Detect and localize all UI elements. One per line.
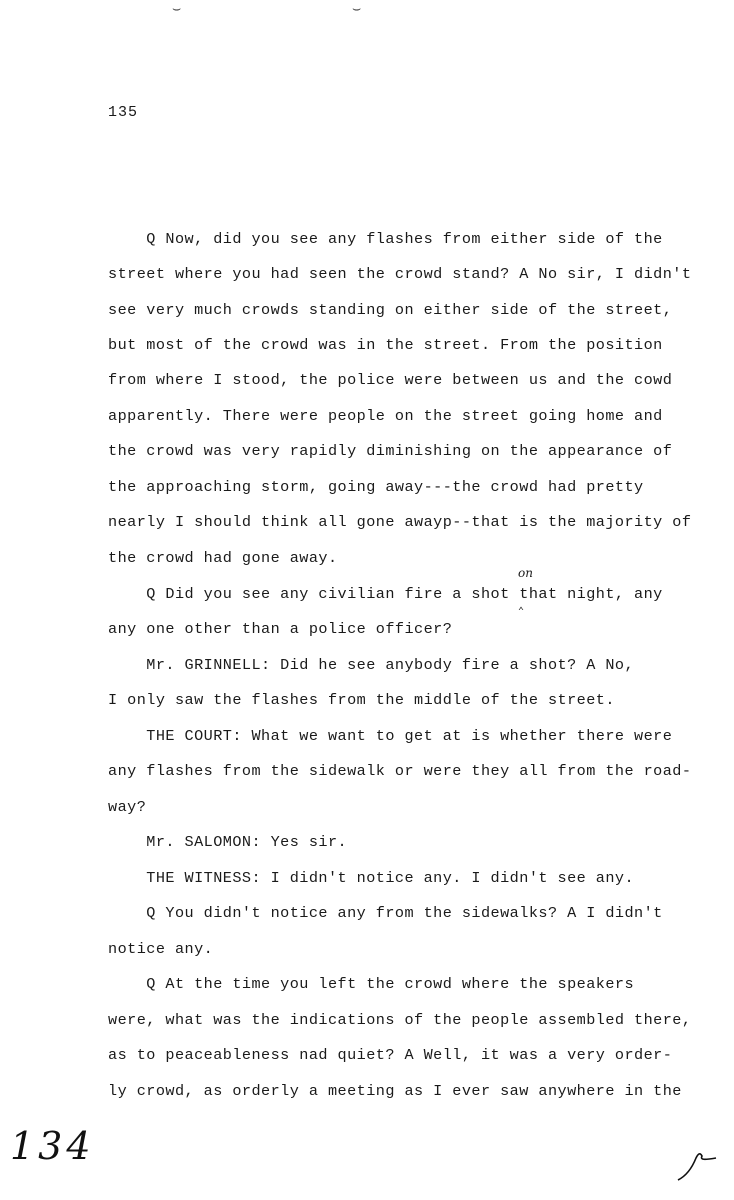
text-line: nearly I should think all gone awayp--that is the majority of	[108, 513, 692, 531]
text-line: but most of the crowd was in the street. From the position	[108, 336, 663, 354]
text-line: street where you had seen the crowd stand? A No sir, I didn't	[108, 265, 692, 283]
punch-hole-mark-left: ⌣	[172, 2, 182, 18]
signature-mark	[676, 1146, 720, 1184]
text-line: way?	[108, 798, 147, 816]
text-line: were, what was the indications of the people assembled there,	[108, 1011, 692, 1029]
text-line: THE WITNESS: I didn't notice any. I didn't see any.	[108, 869, 635, 887]
text-line: Q You didn't notice any from the sidewalks? A I didn't	[108, 904, 663, 922]
text-line: see very much crowds standing on either side of the street,	[108, 301, 673, 319]
text-line: any one other than a police officer?	[108, 620, 453, 638]
handwritten-insertion: on	[518, 566, 533, 580]
text-line: the crowd was very rapidly diminishing on the appearance of	[108, 442, 673, 460]
text-line: Q Now, did you see any flashes from either side of the	[108, 230, 663, 248]
text-line: the approaching storm, going away---the crowd had pretty	[108, 478, 644, 496]
text-line: Q At the time you left the crowd where the speakers	[108, 975, 635, 993]
text-line: notice any.	[108, 940, 214, 958]
text-line: Q Did you see any civilian fire a shot that night, any	[108, 585, 663, 603]
page-number: 135	[108, 104, 139, 121]
text-line: Mr. SALOMON: Yes sir.	[108, 833, 348, 851]
text-line: I only saw the flashes from the middle of the street.	[108, 691, 615, 709]
caret-mark: ⌃	[518, 607, 525, 618]
text-line: Mr. GRINNELL: Did he see anybody fire a shot? A No,	[108, 656, 635, 674]
text-line: from where I stood, the police were between us and the cowd	[108, 371, 673, 389]
punch-hole-mark-right: ⌣	[352, 2, 362, 18]
text-line: ly crowd, as orderly a meeting as I ever saw anywhere in the	[108, 1082, 682, 1100]
text-line: the crowd had gone away.	[108, 549, 338, 567]
text-line: any flashes from the sidewalk or were they all from the road-	[108, 762, 692, 780]
text-line: as to peaceableness nad quiet? A Well, it was a very order-	[108, 1046, 673, 1064]
handwritten-number: 134	[10, 1124, 95, 1168]
text-line: THE COURT: What we want to get at is whether there were	[108, 727, 673, 745]
text-line: apparently. There were people on the street going home and	[108, 407, 663, 425]
